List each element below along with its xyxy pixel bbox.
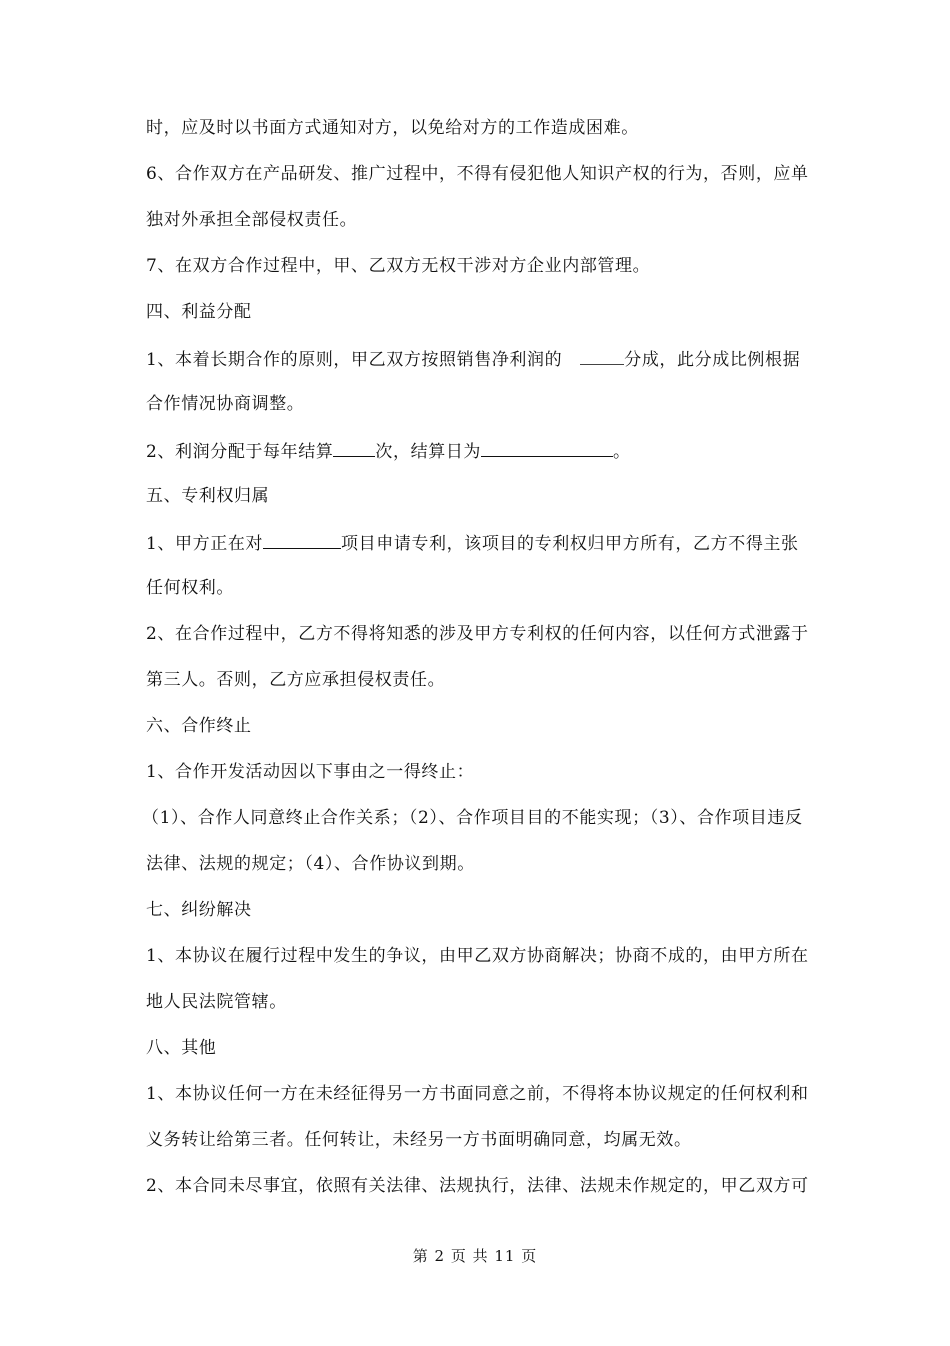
paragraph-line: 第三人。否则，乙方应承担侵权责任。 — [146, 670, 446, 690]
paragraph-line: 2、本合同未尽事宜，依照有关法律、法规执行，法律、法规未作规定的，甲乙双方可 — [146, 1176, 809, 1196]
section-heading-6: 六、合作终止 — [146, 716, 252, 736]
blank-field-project — [263, 530, 341, 549]
paragraph-line: 任何权利。 — [146, 578, 234, 598]
line-text: 项目申请专利，该项目的专利权归甲方所有，乙方不得主张 — [341, 534, 799, 554]
section-heading-4: 四、利益分配 — [146, 302, 252, 322]
line-text: 2、利润分配于每年结算 — [146, 442, 334, 462]
paragraph-line: 6、合作双方在产品研发、推广过程中，不得有侵犯他人知识产权的行为，否则，应单 — [146, 164, 809, 184]
paragraph-line: 2、在合作过程中，乙方不得将知悉的涉及甲方专利权的任何内容，以任何方式泄露于 — [146, 624, 809, 644]
line-text: 分成，此分成比例根据 — [624, 350, 801, 370]
paragraph-line: 7、在双方合作过程中，甲、乙双方无权干涉对方企业内部管理。 — [146, 256, 651, 276]
line-text: 次，结算日为 — [375, 442, 482, 462]
section-heading-7: 七、纠纷解决 — [146, 900, 252, 920]
page-number-footer: 第 2 页 共 11 页 — [412, 1247, 538, 1265]
blank-field-times — [333, 438, 375, 457]
paragraph-line: 1、合作开发活动因以下事由之一得终止： — [146, 762, 475, 782]
line-text: 。 — [613, 442, 631, 462]
line-text: 1、甲方正在对 — [146, 534, 264, 554]
paragraph-line: 独对外承担全部侵权责任。 — [146, 210, 358, 230]
paragraph-line-profit-share — [146, 346, 800, 372]
paragraph-line: 合作情况协商调整。 — [146, 394, 305, 414]
blank-field-ratio — [580, 346, 624, 365]
section-heading-8: 八、其他 — [146, 1038, 217, 1058]
paragraph-line: （1）、合作人同意终止合作关系；（2）、合作项目目的不能实现；（3）、合作项目违反 — [142, 808, 803, 828]
paragraph-line: 义务转让给第三者。任何转让，未经另一方书面明确同意，均属无效。 — [146, 1130, 692, 1150]
paragraph-line: 时，应及时以书面方式通知对方，以免给对方的工作造成困难。 — [146, 118, 639, 138]
blank-field-date — [481, 438, 613, 457]
paragraph-line: 1、本协议在履行过程中发生的争议，由甲乙双方协商解决；协商不成的，由甲方所在 — [146, 946, 809, 966]
paragraph-line: 地人民法院管辖。 — [146, 992, 287, 1012]
paragraph-line: 法律、法规的规定；（4）、合作协议到期。 — [146, 854, 475, 874]
paragraph-line: 1、本协议任何一方在未经征得另一方书面同意之前，不得将本协议规定的任何权利和 — [146, 1084, 809, 1104]
section-heading-5: 五、专利权归属 — [146, 486, 270, 506]
line-text: 1、本着长期合作的原则，甲乙双方按照销售净利润的 — [146, 350, 563, 370]
paragraph-line-patent — [146, 530, 799, 556]
paragraph-line-settlement — [146, 438, 631, 464]
